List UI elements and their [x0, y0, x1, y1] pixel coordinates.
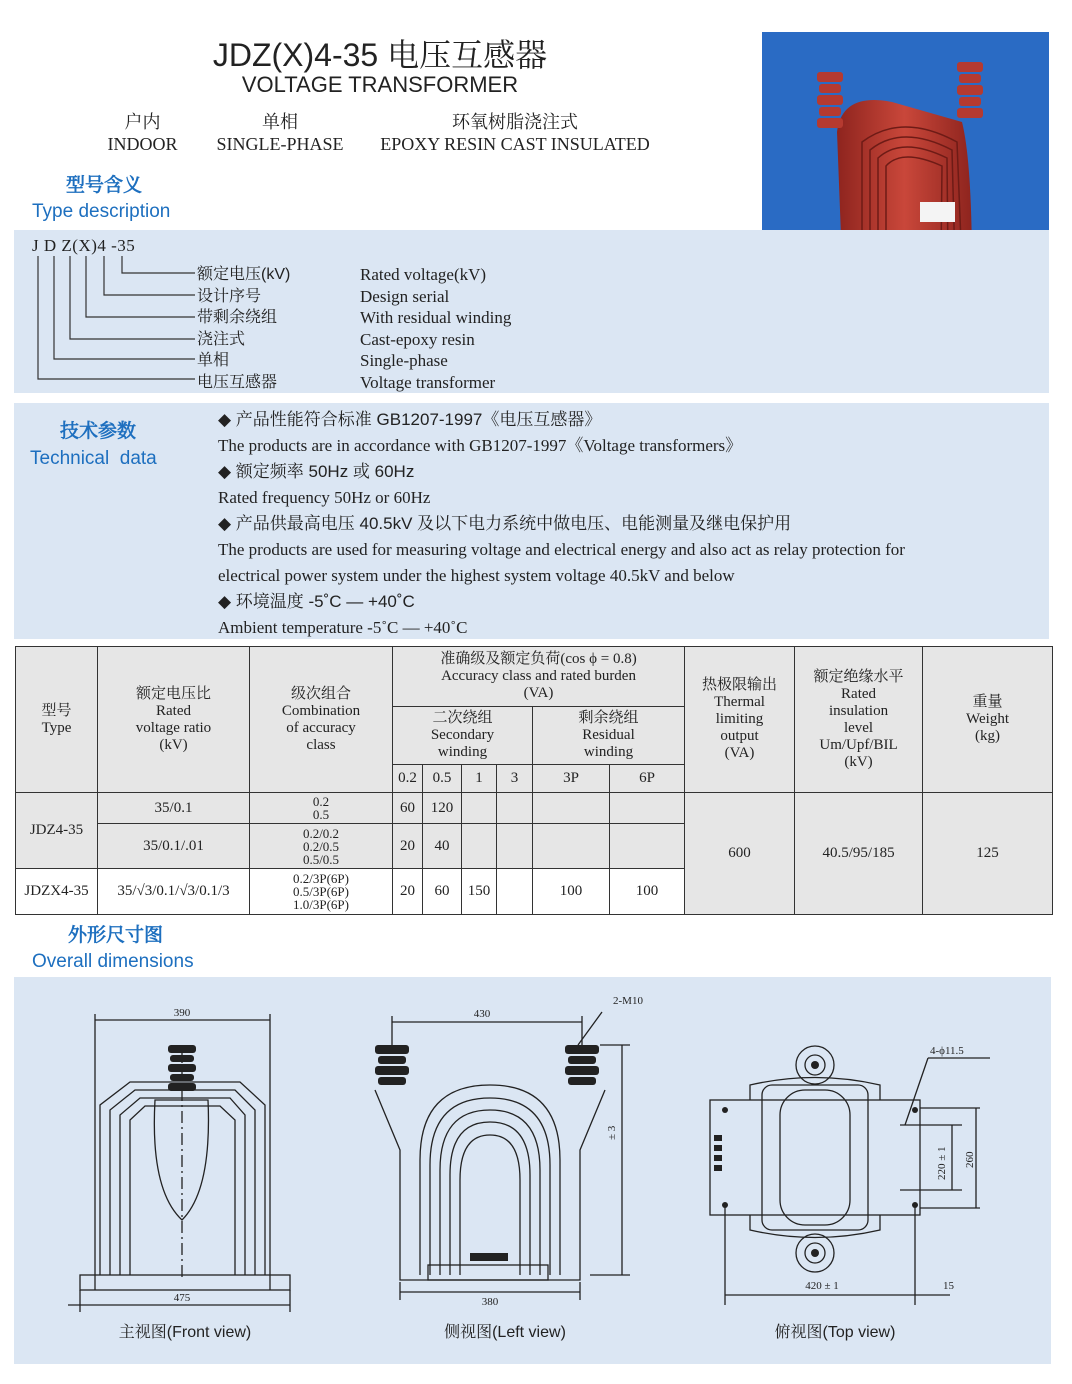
type-item-cn: 单相: [197, 352, 230, 369]
header-sub: 0.2: [393, 765, 423, 793]
header-insul-en: level: [843, 719, 874, 736]
front-dim-top: 390: [173, 1007, 191, 1019]
header-sub: 3P: [533, 765, 610, 793]
comb-line: 0.2/0.2: [302, 825, 340, 841]
type-item-en: Rated voltage(kV): [360, 265, 487, 284]
header-ratio: [98, 647, 250, 793]
type-item-en: With residual winding: [360, 308, 512, 327]
front-view-drawing: [60, 990, 310, 1335]
header-residual-cn: 剩余绕组: [578, 710, 639, 726]
cell-insulation: 40.5/95/185: [795, 793, 923, 915]
cell-v1: 150: [462, 869, 497, 915]
header-weight: [923, 647, 1053, 793]
header-sub: 3: [497, 765, 533, 793]
left-view-drawing: [360, 990, 650, 1335]
header-acc-cn: 准确级及额定负荷(cos ϕ = 0.8): [440, 651, 637, 667]
top-view-drawing: [700, 1030, 1000, 1315]
header-thermal: [685, 647, 795, 793]
comb-line: 0.2/0.5: [302, 838, 340, 854]
header-weight-unit: (kg): [975, 728, 1001, 744]
keyword-phase-en: SINGLE-PHASE: [216, 134, 344, 154]
header-thermal-en: output: [720, 728, 759, 744]
header-ratio-unit: (kV): [159, 736, 188, 753]
header-insulation: [795, 647, 923, 793]
tech-line: The products are in accordance with GB1207-1997《Voltage transformers》: [218, 436, 743, 455]
header-insul-en: insulation: [828, 702, 889, 719]
cell-type: JDZX4-35: [16, 869, 98, 915]
header-type: [16, 647, 98, 793]
header-ratio-en: voltage ratio: [135, 719, 212, 736]
left-dim-top: 430: [473, 1008, 491, 1020]
header-comb-en: class: [306, 736, 336, 753]
header-thermal-cn: 热极限输出: [702, 677, 778, 693]
type-item-cn: 额定电压(kV): [197, 266, 291, 283]
header-sub: 6P: [610, 765, 685, 793]
header-weight-cn: 重量: [972, 694, 1003, 710]
cell-thermal: 600: [685, 793, 795, 915]
header-secondary-en: winding: [437, 744, 488, 760]
keyword-indoor-en: INDOOR: [107, 134, 178, 154]
comb-line: 1.0/3P(6P): [293, 897, 349, 912]
header-insul-unit: (kV): [844, 753, 873, 770]
header-acc-en: Accuracy class and rated burden: [441, 668, 636, 684]
comb-line: 0.5: [312, 807, 330, 822]
front-dim-bottom: 475: [173, 1292, 191, 1304]
type-item-cn: 浇注式: [197, 330, 246, 348]
header-type-cn: 型号: [41, 702, 72, 719]
header-ratio-en: Rated: [156, 702, 191, 719]
model-code-leader-lines: [14, 230, 214, 393]
keyword-insulation-cn: 环氧树脂浇注式: [452, 112, 578, 132]
table-row: [16, 793, 1053, 824]
cell-v3: [497, 869, 533, 915]
left-view-caption: 侧视图(Left view): [444, 1324, 566, 1341]
comb-line: 0.2/3P(6P): [293, 871, 349, 886]
top-view-caption: 俯视图(Top view): [774, 1324, 896, 1341]
header-residual-en: winding: [583, 744, 634, 760]
cell-type: JDZ4-35: [16, 793, 98, 869]
tech-line: Rated frequency 50Hz or 60Hz: [218, 488, 431, 507]
cell-v3p: 100: [533, 869, 610, 915]
cell-v3: [497, 793, 533, 824]
header-ratio-cn: 额定电压比: [135, 685, 211, 702]
cell-comb: [250, 793, 393, 824]
tech-line: Ambient temperature -5˚C — +40˚C: [218, 618, 468, 637]
left-dim-bolt: 2-M10: [613, 995, 643, 1007]
cell-v6p: 100: [610, 869, 685, 915]
cell-v02: 60: [393, 793, 423, 824]
header-weight-en: Weight: [966, 711, 1009, 727]
header-comb-en: of accuracy: [286, 719, 356, 736]
type-item-cn: 电压互感器: [197, 373, 278, 391]
header-thermal-en: Thermal: [714, 694, 765, 710]
tech-line: ◆ 产品性能符合标准 GB1207-1997《电压互感器》: [218, 410, 602, 429]
keyword-insulation-en: EPOXY RESIN CAST INSULATED: [380, 134, 650, 154]
comb-line: 0.5/3P(6P): [293, 884, 349, 899]
cell-v05: 60: [423, 869, 462, 915]
cell-v02: 20: [393, 824, 423, 869]
cell-v05: 120: [423, 793, 462, 824]
header-accuracy: [393, 647, 685, 707]
front-view-caption: 主视图(Front view): [118, 1324, 252, 1341]
left-dim-height: ± 3: [606, 1125, 618, 1140]
specification-table: [15, 646, 1053, 915]
header-thermal-en: limiting: [715, 711, 764, 727]
keyword-phase-cn: 单相: [262, 112, 298, 132]
tech-line: ◆ 产品供最高电压 40.5kV 及以下电力系统中做电压、电能测量及继电保护用: [218, 514, 792, 533]
header-sub: 1: [462, 765, 497, 793]
cell-v1: [462, 793, 497, 824]
technical-data-text: [218, 407, 905, 641]
comb-line: 0.2: [312, 794, 330, 809]
keyword-indoor-cn: 户内: [124, 112, 161, 132]
top-dim-260: 260: [964, 1151, 976, 1168]
header-type-en: Type: [41, 719, 72, 736]
type-item-en: Voltage transformer: [360, 372, 496, 392]
cell-v02: 20: [393, 869, 423, 915]
header-insul-cn: 额定绝缘水平: [813, 668, 904, 685]
type-description-title-cn: 型号含义: [66, 175, 143, 196]
type-item-en: Design serial: [360, 286, 450, 306]
tech-line: The products are used for measuring voltage and electrical energy and also act as relay protection for: [218, 540, 905, 559]
top-dim-420: 420 ± 1: [805, 1280, 839, 1292]
top-dim-15: 15: [943, 1280, 954, 1292]
header-residual: [533, 707, 685, 765]
header-combination: [250, 647, 393, 793]
dimensions-title-cn: 外形尺寸图: [68, 925, 164, 946]
cell-v1: [462, 824, 497, 869]
technical-data-title-en: Technical data: [30, 448, 157, 469]
type-description-title-en: Type description: [32, 201, 171, 222]
header-insul-formula: Um/Upf/BIL: [819, 736, 898, 753]
page-title: JDZ(X)4-35 电压互感器: [212, 37, 548, 73]
header-thermal-unit: (VA): [724, 745, 755, 761]
cell-v6p: [610, 824, 685, 869]
header-residual-en: Residual: [582, 727, 635, 743]
header-secondary-en: Secondary: [430, 727, 495, 743]
tech-line: electrical power system under the highest system voltage 40.5kV and below: [218, 566, 735, 585]
cell-v6p: [610, 793, 685, 824]
type-items-cn: [197, 264, 290, 393]
cell-comb: [250, 824, 393, 869]
page-subtitle: VOLTAGE TRANSFORMER: [241, 72, 519, 97]
cell-v05: 40: [423, 824, 462, 869]
cell-ratio: 35/0.1/.01: [98, 824, 250, 869]
top-dim-220: 220 ± 1: [936, 1146, 948, 1180]
tech-line: ◆ 额定频率 50Hz 或 60Hz: [218, 462, 415, 481]
dimensions-title-en: Overall dimensions: [32, 951, 194, 972]
cell-comb: [250, 869, 393, 915]
left-dim-bottom: 380: [481, 1296, 499, 1308]
cell-v3: [497, 824, 533, 869]
header-comb-en: Combination: [281, 702, 361, 719]
type-item-cn: 带剩余绕组: [197, 309, 278, 326]
comb-line: 0.5/0.5: [302, 851, 340, 867]
tech-line: ◆ 环境温度 -5˚C — +40˚C: [218, 592, 415, 611]
header-sub: 0.5: [423, 765, 462, 793]
cell-v3p: [533, 793, 610, 824]
header-secondary-cn: 二次绕组: [432, 710, 493, 726]
cell-ratio: 35/√3/0.1/√3/0.1/3: [98, 869, 250, 915]
header-acc-unit: (VA): [523, 685, 554, 701]
header-secondary: [393, 707, 533, 765]
header-comb-cn: 级次组合: [290, 685, 351, 702]
model-code: J D Z(X)4 -35: [32, 236, 136, 255]
cell-weight: 125: [923, 793, 1053, 915]
header-insul-en: Rated: [841, 685, 877, 702]
cell-v3p: [533, 824, 610, 869]
type-item-cn: 设计序号: [197, 287, 262, 305]
type-item-en: Cast-epoxy resin: [360, 329, 475, 349]
cell-ratio: 35/0.1: [98, 793, 250, 824]
technical-data-title-cn: 技术参数: [60, 421, 137, 442]
type-item-en: Single-phase: [360, 351, 448, 370]
top-dim-holes: 4-ϕ11.5: [930, 1045, 964, 1057]
type-items-en: [360, 264, 511, 393]
